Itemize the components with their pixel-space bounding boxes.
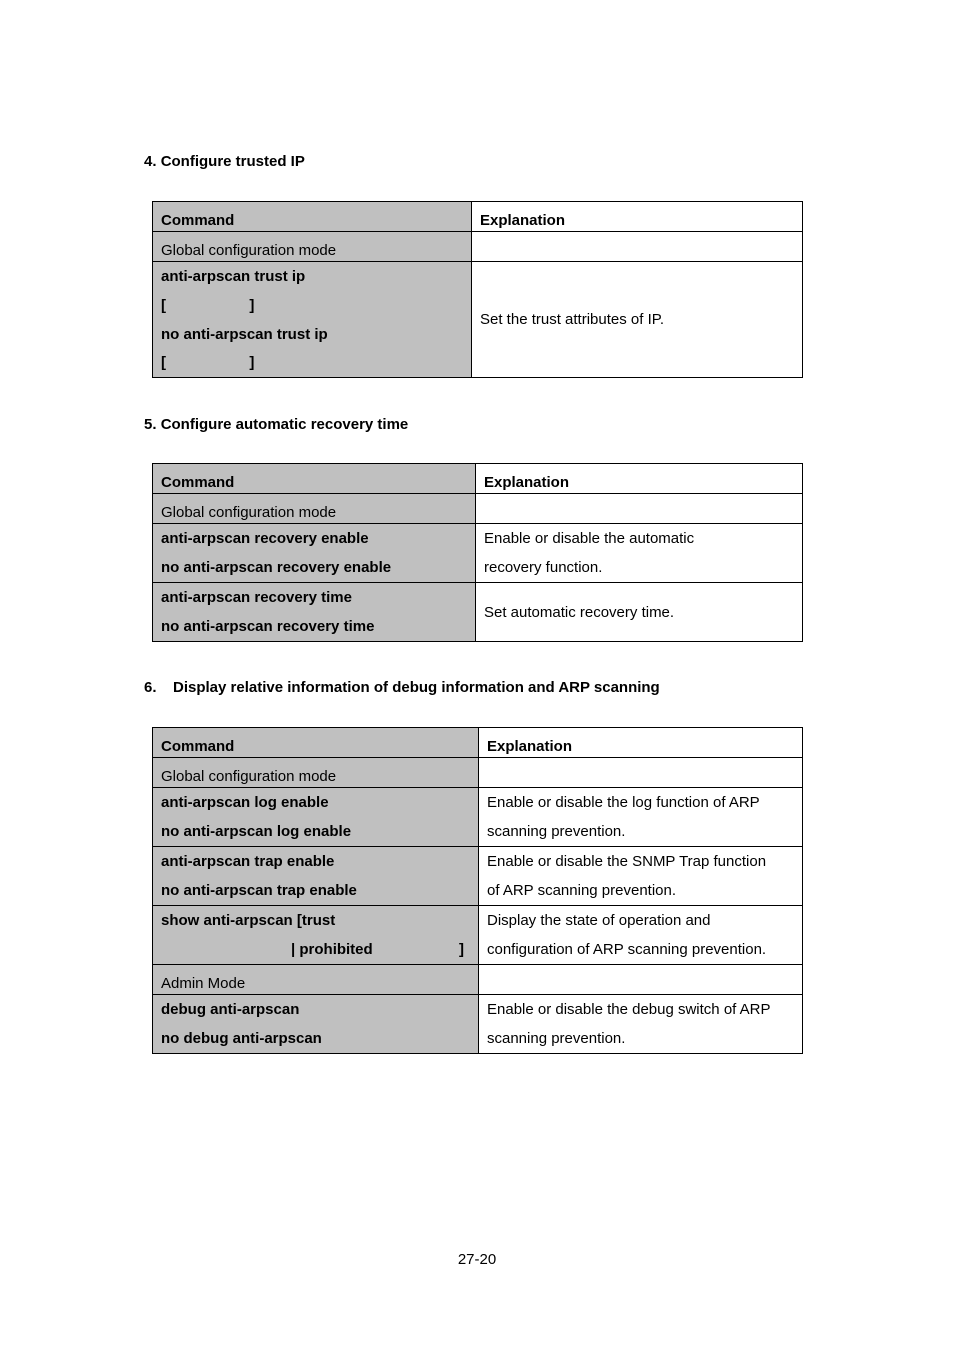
explanation-line: Display the state of operation and: [487, 912, 711, 929]
section-title: Configure automatic recovery time: [160, 416, 409, 433]
section-4-heading: [144, 153, 305, 170]
table-row: [153, 788, 803, 847]
command-line: no anti-arpscan recovery enable: [161, 559, 392, 576]
mode-label: Global configuration mode: [161, 242, 337, 259]
command-line: no anti-arpscan trust ip: [161, 326, 328, 343]
command-line: no anti-arpscan recovery time: [161, 618, 375, 635]
explanation-line: recovery function.: [484, 559, 603, 576]
trusted-ip-table: [152, 201, 803, 378]
section-title: Configure trusted IP: [160, 153, 305, 170]
section-number: 4.: [144, 153, 157, 170]
explanation-line: Enable or disable the SNMP Trap function: [487, 853, 767, 870]
table-header-row: [153, 464, 803, 494]
table-row: [153, 906, 803, 965]
explanation-header: Explanation: [484, 474, 570, 491]
section-number: 6.: [144, 679, 157, 696]
table-row: [153, 262, 803, 378]
explanation-line: Enable or disable the automatic: [484, 530, 695, 547]
command-line: anti-arpscan trap enable: [161, 853, 335, 870]
table-row: [153, 995, 803, 1054]
command-line: show anti-arpscan [trust: [161, 912, 336, 929]
mode-label: Admin Mode: [161, 975, 246, 992]
command-line: no anti-arpscan log enable: [161, 823, 352, 840]
explanation-line: configuration of ARP scanning prevention.: [487, 941, 767, 958]
table-header-row: [153, 202, 803, 232]
table-row: [153, 847, 803, 906]
command-line: anti-arpscan recovery enable: [161, 530, 369, 547]
mode-label: Global configuration mode: [161, 768, 337, 785]
command-fragment: | prohibited: [291, 941, 373, 958]
command-line: anti-arpscan log enable: [161, 794, 329, 811]
mode-label: Global configuration mode: [161, 504, 337, 521]
page-number: 27-20: [457, 1251, 497, 1268]
command-header: Command: [161, 738, 235, 755]
explanation-header: Explanation: [480, 212, 566, 229]
recovery-time-table: [152, 463, 803, 642]
section-6-heading: [144, 679, 660, 696]
command-line: no anti-arpscan trap enable: [161, 882, 357, 899]
explanation-header: Explanation: [487, 738, 573, 755]
command-line: [ ]: [161, 297, 255, 314]
command-header: Command: [161, 212, 235, 229]
explanation-text: Set the trust attributes of IP.: [480, 311, 664, 328]
command-line: no debug anti-arpscan: [161, 1030, 322, 1047]
mode-row: [153, 494, 803, 524]
explanation-line: of ARP scanning prevention.: [487, 882, 677, 899]
command-fragment: ]: [459, 941, 464, 958]
command-line: debug anti-arpscan: [161, 1001, 300, 1018]
command-header: Command: [161, 474, 235, 491]
table-header-row: [153, 728, 803, 758]
command-line: [ ]: [161, 354, 255, 371]
table-row: [153, 524, 803, 583]
debug-display-table: [152, 727, 803, 1054]
explanation-line: scanning prevention.: [487, 1030, 626, 1047]
mode-row: [153, 758, 803, 788]
section-number: 5.: [144, 416, 157, 433]
command-line: anti-arpscan recovery time: [161, 589, 352, 606]
section-title: Display relative information of debug information and ARP scanning: [173, 679, 660, 696]
explanation-line: scanning prevention.: [487, 823, 626, 840]
explanation-line: Enable or disable the debug switch of ARP: [487, 1001, 771, 1018]
section-5-heading: [144, 416, 408, 433]
explanation-text: Set automatic recovery time.: [484, 603, 675, 621]
mode-row: [153, 232, 803, 262]
table-row: [153, 583, 803, 642]
mode-row: [153, 965, 803, 995]
command-line: anti-arpscan trust ip: [161, 268, 306, 285]
explanation-line: Enable or disable the log function of ARP: [487, 794, 760, 811]
command-line: [161, 935, 470, 964]
